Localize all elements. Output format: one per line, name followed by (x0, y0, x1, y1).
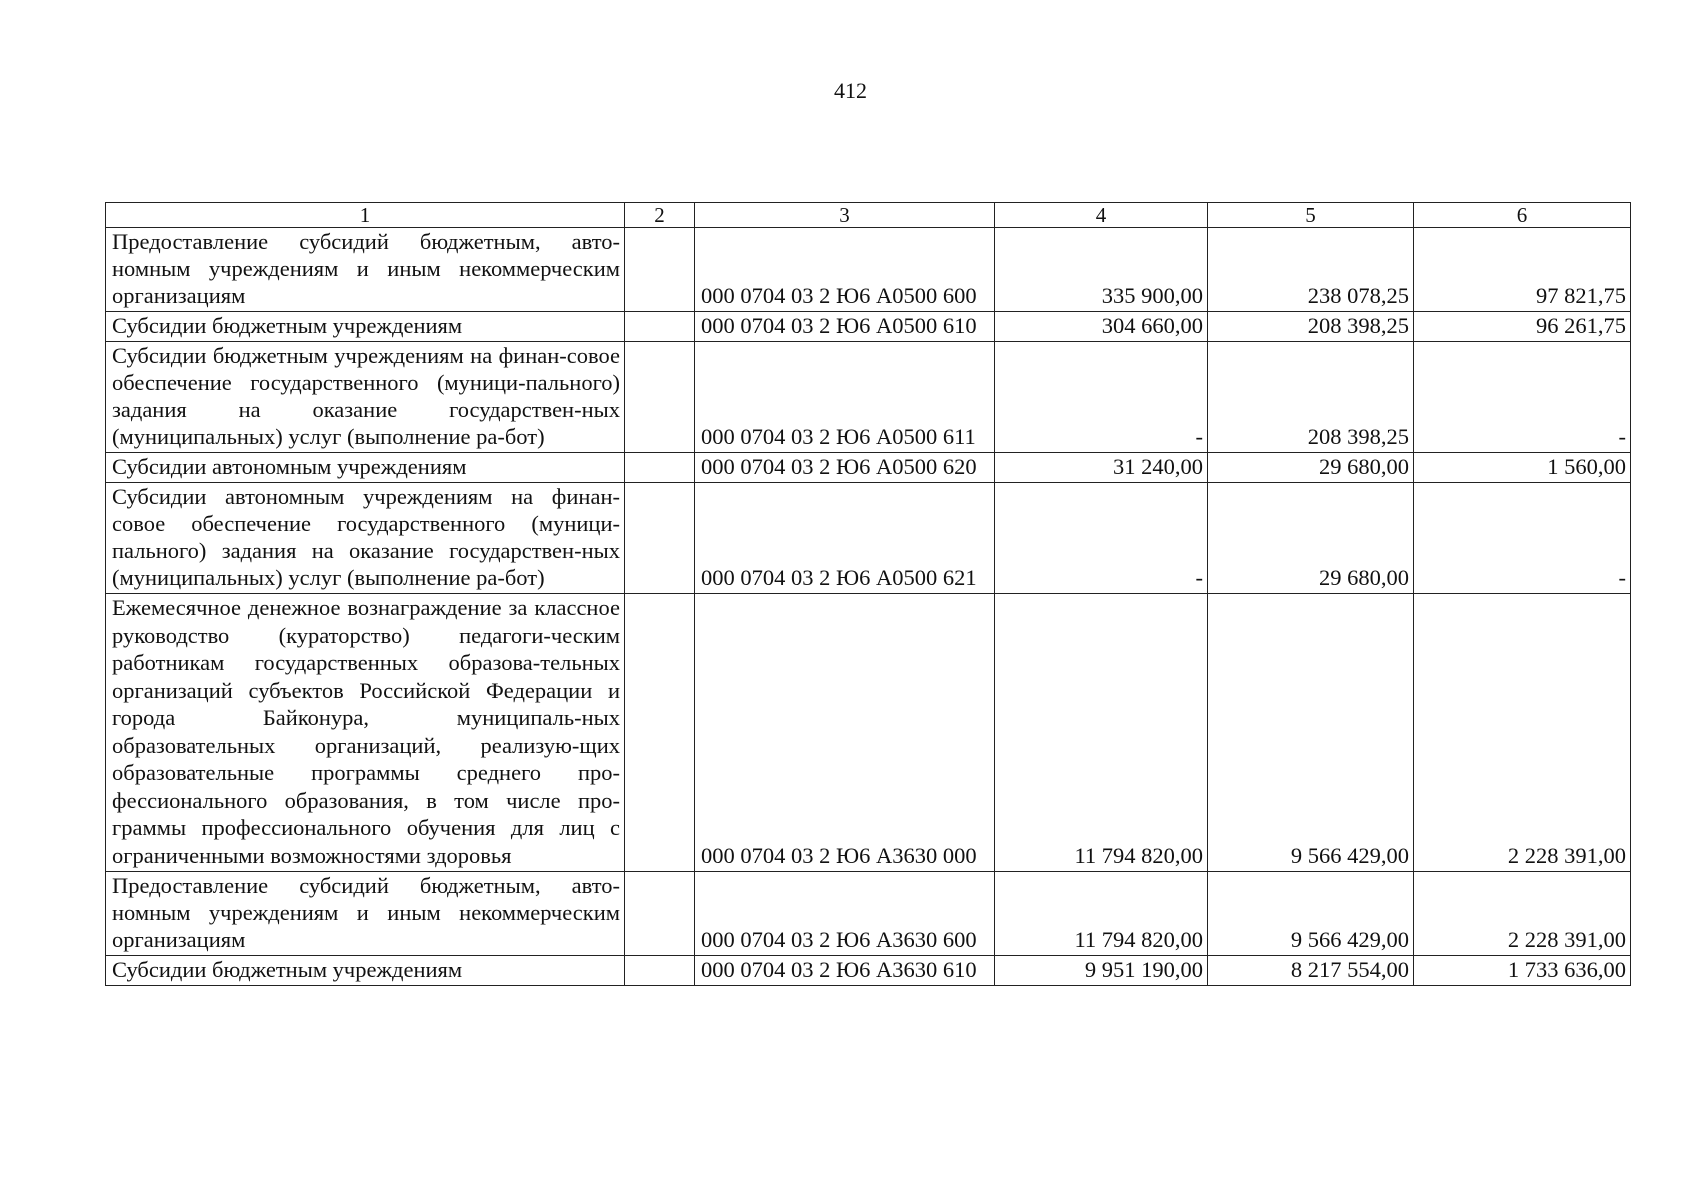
row-code: 000 0704 03 2 Ю6 А0500 610 (695, 312, 995, 342)
row-code: 000 0704 03 2 Ю6 А0500 611 (695, 342, 995, 453)
row-col5: 238 078,25 (1208, 228, 1414, 312)
row-col6: - (1414, 483, 1631, 594)
row-col2 (625, 956, 695, 986)
row-col4: 11 794 820,00 (995, 872, 1208, 956)
table-row (106, 956, 1631, 986)
row-col6: 1 560,00 (1414, 453, 1631, 483)
row-col4: - (995, 342, 1208, 453)
header-col-1: 1 (106, 203, 625, 228)
row-col2 (625, 594, 695, 872)
row-col4: 304 660,00 (995, 312, 1208, 342)
row-col2 (625, 453, 695, 483)
table-row (106, 228, 1631, 312)
row-col5: 208 398,25 (1208, 342, 1414, 453)
page-number: 412 (834, 78, 867, 103)
table-row (106, 342, 1631, 453)
row-col5: 29 680,00 (1208, 453, 1414, 483)
row-name: Субсидии бюджетным учреждениям на финан-совое обеспечение государственного (муници-пального) задания на оказание государствен-ных (муниципальных) услуг (выполнение ра-бот) (106, 342, 625, 453)
row-col6: - (1414, 342, 1631, 453)
row-col5: 29 680,00 (1208, 483, 1414, 594)
row-col6: 96 261,75 (1414, 312, 1631, 342)
row-name: Субсидии автономным учреждениям на финан-совое обеспечение государственного (муници-пального) задания на оказание государствен-ных (муниципальных) услуг (выполнение ра-бот) (106, 483, 625, 594)
row-col5: 8 217 554,00 (1208, 956, 1414, 986)
header-col-4: 4 (995, 203, 1208, 228)
budget-table (105, 202, 1631, 986)
row-col4: 9 951 190,00 (995, 956, 1208, 986)
row-col6: 97 821,75 (1414, 228, 1631, 312)
row-col2 (625, 228, 695, 312)
row-col4: - (995, 483, 1208, 594)
row-col6: 1 733 636,00 (1414, 956, 1631, 986)
table-row (106, 312, 1631, 342)
header-col-5: 5 (1208, 203, 1414, 228)
row-col5: 208 398,25 (1208, 312, 1414, 342)
row-col2 (625, 312, 695, 342)
row-col4: 11 794 820,00 (995, 594, 1208, 872)
row-name: Ежемесячное денежное вознаграждение за классное руководство (кураторство) педагоги-ческим работникам государственных образова-тельных организаций субъектов Российской Федерации и города Байконура, муниципаль-ных образовательных организаций, реализую-щих образовательные программы среднего про-фессионального образования, в том числе про-граммы профессионального обучения для лиц с ограниченными возможностями здоровья (106, 594, 625, 872)
row-name: Субсидии автономным учреждениям (106, 453, 625, 483)
row-col2 (625, 872, 695, 956)
row-col6: 2 228 391,00 (1414, 872, 1631, 956)
row-code: 000 0704 03 2 Ю6 А0500 620 (695, 453, 995, 483)
header-col-3: 3 (695, 203, 995, 228)
table-header-row (106, 203, 1631, 228)
row-col5: 9 566 429,00 (1208, 594, 1414, 872)
row-code: 000 0704 03 2 Ю6 А0500 600 (695, 228, 995, 312)
table-row (106, 594, 1631, 872)
row-col2 (625, 342, 695, 453)
table-row (106, 483, 1631, 594)
row-code: 000 0704 03 2 Ю6 А3630 000 (695, 594, 995, 872)
row-col4: 31 240,00 (995, 453, 1208, 483)
row-col2 (625, 483, 695, 594)
row-code: 000 0704 03 2 Ю6 А3630 600 (695, 872, 995, 956)
row-name: Предоставление субсидий бюджетным, авто-номным учреждениям и иным некоммерческим организациям (106, 228, 625, 312)
row-col6: 2 228 391,00 (1414, 594, 1631, 872)
row-code: 000 0704 03 2 Ю6 А0500 621 (695, 483, 995, 594)
row-code: 000 0704 03 2 Ю6 А3630 610 (695, 956, 995, 986)
header-col-2: 2 (625, 203, 695, 228)
table-row (106, 872, 1631, 956)
header-col-6: 6 (1414, 203, 1631, 228)
row-name: Субсидии бюджетным учреждениям (106, 312, 625, 342)
row-name: Предоставление субсидий бюджетным, авто-номным учреждениям и иным некоммерческим организациям (106, 872, 625, 956)
row-col5: 9 566 429,00 (1208, 872, 1414, 956)
table-row (106, 453, 1631, 483)
row-name: Субсидии бюджетным учреждениям (106, 956, 625, 986)
row-col4: 335 900,00 (995, 228, 1208, 312)
